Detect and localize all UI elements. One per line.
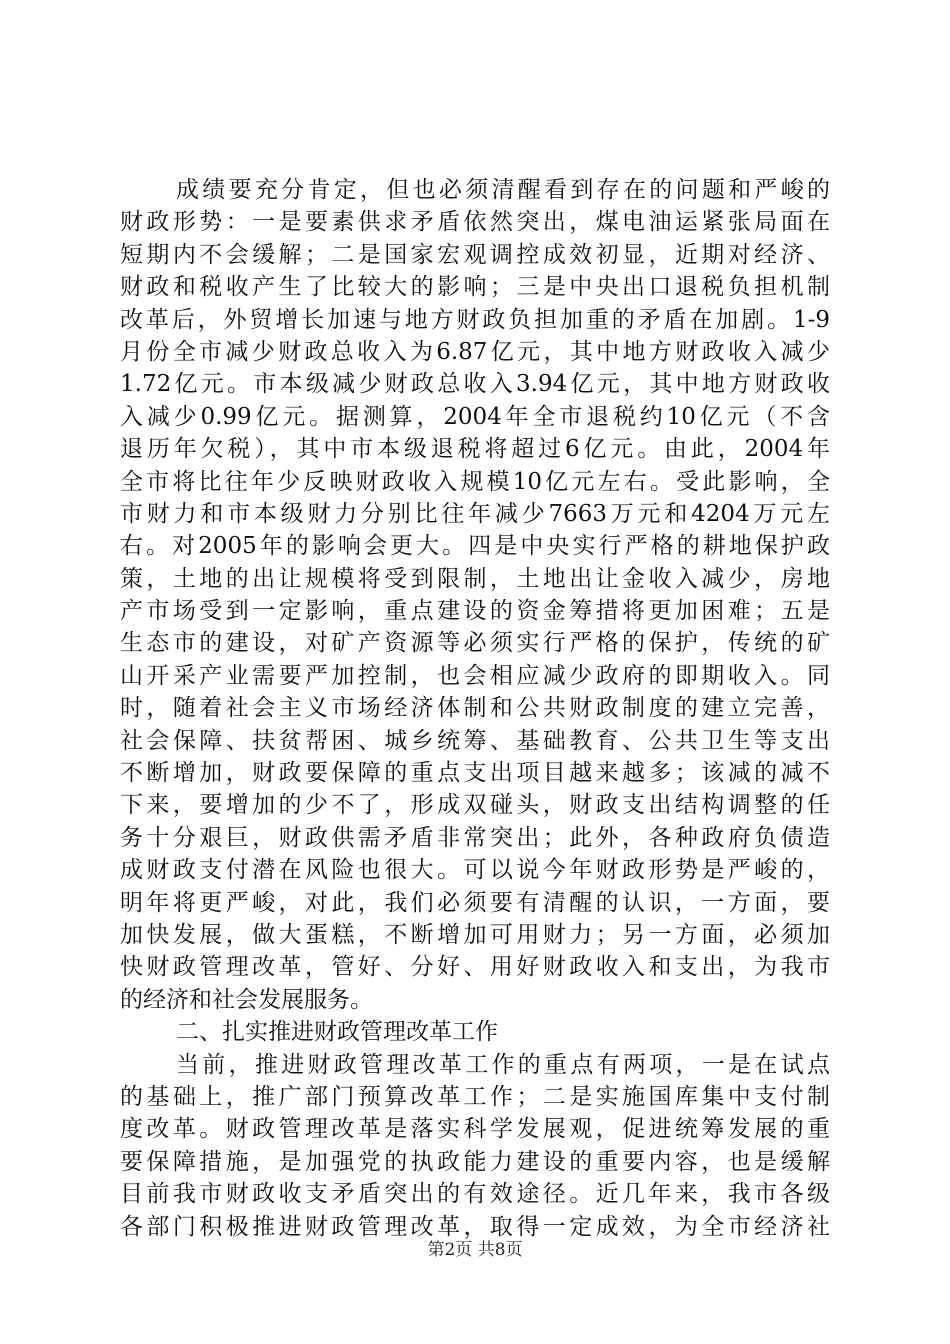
paragraph-line: 加快发展，做大蛋糕，不断增加可用财力；另一方面，必须加: [120, 921, 830, 948]
paragraph-line: 各部门积极推进财政管理改革，取得一定成效，为全市经济社: [120, 1213, 830, 1240]
paragraph-line: 当前，推进财政管理改革工作的重点有两项，一是在试点: [176, 1051, 830, 1078]
paragraph-line: 明年将更严峻，对此，我们必须要有清醒的认识，一方面，要: [120, 889, 830, 916]
paragraph-line: 的基础上，推广部门预算改革工作；二是实施国库集中支付制: [120, 1083, 830, 1110]
paragraph-line: 财政和税收产生了比较大的影响；三是中央出口退税负担机制: [120, 274, 830, 301]
paragraph-line: 成财政支付潜在风险也很大。可以说今年财政形势是严峻的，: [120, 857, 830, 884]
paragraph-line: 社会保障、扶贫帮困、城乡统筹、基础教育、公共卫生等支出: [120, 727, 830, 754]
paragraph-line: 产市场受到一定影响，重点建设的资金筹措将更加困难；五是: [120, 598, 830, 625]
section-heading: 二、扎实推进财政管理改革工作: [176, 1019, 498, 1046]
paragraph-line: 山开采产业需要严加控制，也会相应减少政府的即期收入。同: [120, 662, 830, 689]
paragraph-line: 入减少0.99亿元。据测算，2004年全市退税约10亿元（不含: [120, 403, 830, 430]
paragraph-line: 全市将比往年少反映财政收入规模10亿元左右。受此影响，全: [120, 468, 830, 495]
paragraph-line: 度改革。财政管理改革是落实科学发展观，促进统筹发展的重: [120, 1116, 830, 1143]
paragraph-line: 目前我市财政收支矛盾突出的有效途径。近几年来，我市各级: [120, 1181, 830, 1208]
page-footer: [0, 1238, 950, 1262]
paragraph-line: 快财政管理改革，管好、分好、用好财政收入和支出，为我市: [120, 954, 830, 981]
paragraph-line: 要保障措施，是加强党的执政能力建设的重要内容，也是缓解: [120, 1148, 830, 1175]
paragraph-line: 成绩要充分肯定，但也必须清醒看到存在的问题和严峻的: [176, 177, 830, 203]
paragraph-line: 务十分艰巨，财政供需矛盾非常突出；此外，各种政府负债造: [120, 824, 830, 851]
paragraph-line: 退历年欠税），其中市本级退税将超过6亿元。由此，2004年: [120, 436, 830, 463]
paragraph-line: 的经济和社会发展服务。: [120, 986, 373, 1013]
paragraph-line: 生态市的建设，对矿产资源等必须实行严格的保护，传统的矿: [120, 630, 830, 657]
paragraph-line: 改革后，外贸增长加速与地方财政负担加重的矛盾在加剧。1-9: [120, 306, 830, 333]
paragraph-line: 短期内不会缓解；二是国家宏观调控成效初显，近期对经济、: [120, 241, 830, 268]
paragraph-line: 不断增加，财政要保障的重点支出项目越来越多；该减的减不: [120, 760, 830, 787]
paragraph-line: 财政形势：一是要素供求矛盾依然突出，煤电油运紧张局面在: [120, 209, 830, 236]
paragraph-line: 右。对2005年的影响会更大。四是中央实行严格的耕地保护政: [120, 533, 830, 560]
paragraph-line: 市财力和市本级财力分别比往年减少7663万元和4204万元左: [120, 500, 830, 527]
paragraph-line: 下来，要增加的少不了，形成双碰头，财政支出结构调整的任: [120, 792, 830, 819]
paragraph-line: 策，土地的出让规模将受到限制，土地出让金收入减少，房地: [120, 565, 830, 592]
paragraph-line: 时，随着社会主义市场经济体制和公共财政制度的建立完善，: [120, 695, 830, 722]
paragraph-line: 1.72亿元。市本级减少财政总收入3.94亿元，其中地方财政收: [120, 371, 830, 398]
page-number: 第2页 共8页: [427, 1240, 523, 1260]
paragraph-line: 月份全市减少财政总收入为6.87亿元，其中地方财政收入减少: [120, 338, 830, 365]
body-text: [120, 174, 830, 1243]
